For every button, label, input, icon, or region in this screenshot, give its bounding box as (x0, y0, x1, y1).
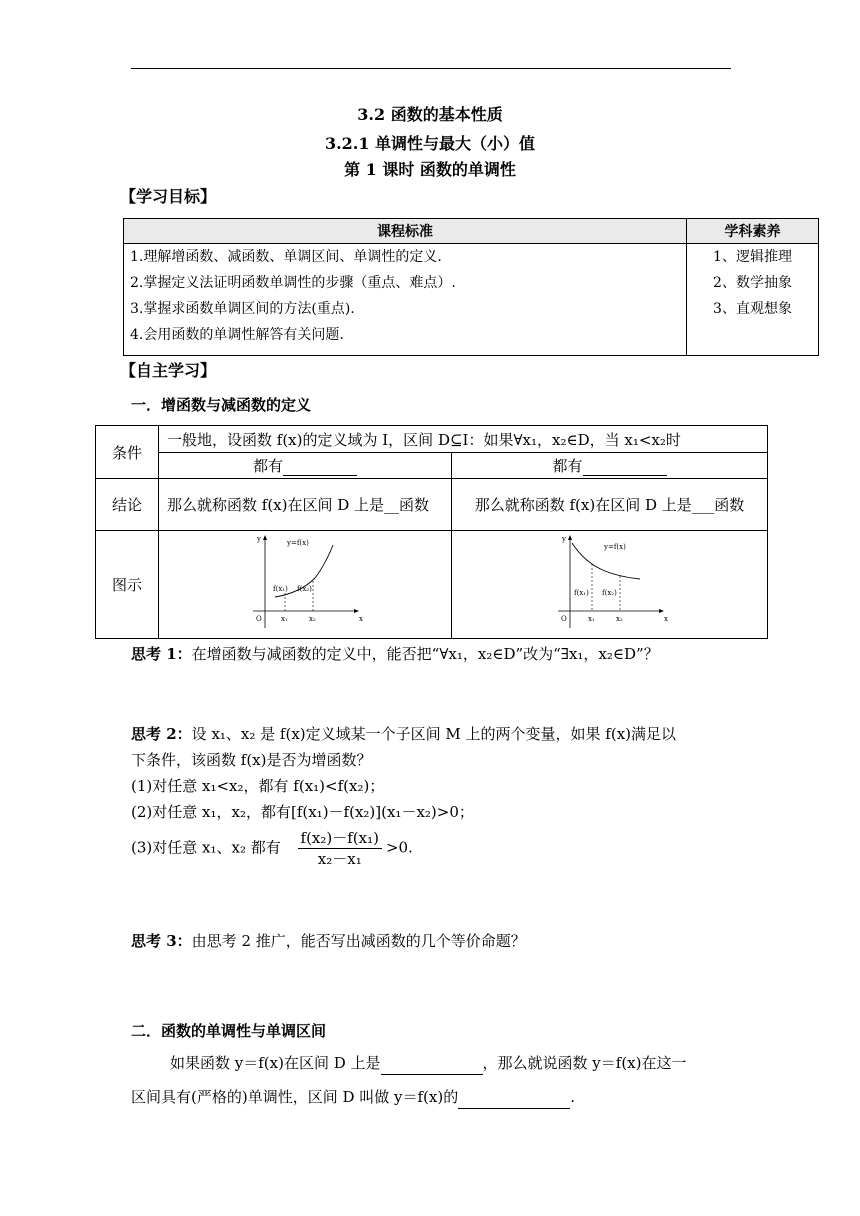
conclusion-decreasing: 那么就称函数 f(x)在区间 D 上是___函数 (452, 479, 768, 531)
literacy-item: 2、数学抽象 (713, 275, 792, 291)
fraction-denominator: x₂－x₁ (317, 850, 362, 868)
think2-cond3-post: >0. (385, 838, 413, 857)
header-standard: 课程标准 (124, 219, 687, 244)
fx1-label: f(x₁) (273, 584, 288, 593)
think2-label: 思考 2： (131, 725, 192, 743)
standard-item: 3.掌握求函数单调区间的方法(重点). (130, 301, 355, 317)
difference-quotient (298, 828, 382, 869)
para-line1-b: ，那么就说函数 y＝f(x)在这一 (482, 1054, 687, 1072)
label-condition: 条件 (96, 426, 159, 479)
answer-blank[interactable] (458, 1086, 570, 1109)
label-conclusion: 结论 (96, 479, 159, 531)
goals-table (123, 218, 819, 356)
think2-cond1: (1)对任意 x₁<x₂，都有 f(x₁)<f(x₂)； (131, 777, 385, 795)
think1 (131, 643, 659, 665)
origin-label: O (256, 614, 262, 623)
increasing-graph (245, 533, 365, 633)
literacy-list (687, 244, 819, 356)
y-axis-label: y (257, 534, 261, 543)
lesson-title: 第 1 课时 函数的单调性 (344, 160, 516, 179)
para-line2 (131, 1086, 575, 1109)
curve-label: y=f(x) (603, 542, 626, 551)
think2 (131, 723, 676, 745)
standard-item: 4.会用函数的单调性解答有关问题. (130, 327, 344, 343)
answer-blank[interactable] (583, 457, 667, 476)
figure-increasing (159, 531, 452, 639)
think2-cond3-pre: (3)对任意 x₁、x₂ 都有 (131, 838, 281, 857)
heading-monotonic-interval: 二．函数的单调性与单调区间 (131, 1022, 327, 1040)
literacy-item: 1、逻辑推理 (713, 249, 792, 265)
standard-item: 2.掌握定义法证明函数单调性的步骤（重点、难点）. (130, 275, 456, 291)
think3-text: 由思考 2 推广，能否写出减函数的几个等价命题？ (191, 932, 526, 950)
decreasing-graph (550, 533, 670, 633)
think2-text-cont: 下条件，该函数 f(x)是否为增函数？ (131, 751, 372, 769)
heading-definition: 一．增函数与减函数的定义 (131, 396, 312, 414)
think1-text: 在增函数与减函数的定义中，能否把“∀x₁，x₂∈D”改为“∃x₁，x₂∈D”？ (191, 645, 659, 663)
fx1-label: f(x₁) (573, 588, 589, 597)
para-line2-b: . (570, 1088, 576, 1106)
subsection-title: 3.2.1 单调性与最大（小）值 (324, 134, 536, 153)
x1-label: x₁ (281, 614, 288, 623)
para-line1 (170, 1052, 687, 1075)
heading-learning-goals: 【学习目标】 (120, 187, 217, 206)
definition-table (95, 425, 768, 639)
literacy-item: 3、直观想象 (713, 301, 792, 317)
para-line2-a: 区间具有(严格的)单调性，区间 D 叫做 y＝f(x)的 (131, 1088, 459, 1106)
condition-decreasing (452, 453, 768, 479)
label-figure: 图示 (96, 531, 159, 639)
condition-increasing (159, 453, 452, 479)
x2-label: x₂ (309, 614, 316, 623)
fraction-numerator: f(x₂)－f(x₁) (298, 828, 382, 849)
header-literacy: 学科素养 (687, 219, 819, 244)
x1-label: x₁ (587, 614, 595, 623)
condition-increasing-text: 都有 (252, 457, 283, 475)
y-axis-label: y (561, 534, 566, 543)
standards-list (124, 244, 687, 356)
x-axis-label: x (663, 614, 668, 623)
para-line1-a: 如果函数 y＝f(x)在区间 D 上是 (170, 1054, 381, 1072)
think2-cond3 (131, 828, 413, 869)
answer-blank[interactable] (283, 457, 357, 476)
think3-label: 思考 3： (131, 932, 192, 950)
x-axis-label: x (359, 614, 363, 623)
think2-cond2: (2)对任意 x₁，x₂，都有[f(x₁)－f(x₂)](x₁－x₂)>0； (131, 803, 474, 821)
section-title: 3.2 函数的基本性质 (357, 105, 503, 124)
condition-decreasing-text: 都有 (552, 457, 583, 475)
curve-label: y=f(x) (287, 538, 309, 547)
heading-self-study: 【自主学习】 (120, 361, 217, 380)
figure-decreasing (452, 531, 768, 639)
answer-blank[interactable] (381, 1052, 483, 1075)
origin-label: O (560, 614, 567, 623)
conclusion-increasing: 那么就称函数 f(x)在区间 D 上是__函数 (159, 479, 452, 531)
fx2-label: f(x₂) (297, 584, 312, 593)
condition-text: 一般地，设函数 f(x)的定义域为 I，区间 D⊆I：如果∀x₁，x₂∈D，当 x₁<x₂时 (159, 426, 768, 453)
think2-text: 设 x₁、x₂ 是 f(x)定义域某一个子区间 M 上的两个变量，如果 f(x)满足以 (191, 725, 677, 743)
standard-item: 1.理解增函数、减函数、单调区间、单调性的定义. (130, 249, 442, 265)
think1-label: 思考 1： (131, 645, 192, 663)
fx2-label: f(x₂) (601, 588, 617, 597)
think3 (131, 930, 526, 952)
header-rule (131, 68, 731, 69)
x2-label: x₂ (615, 614, 623, 623)
